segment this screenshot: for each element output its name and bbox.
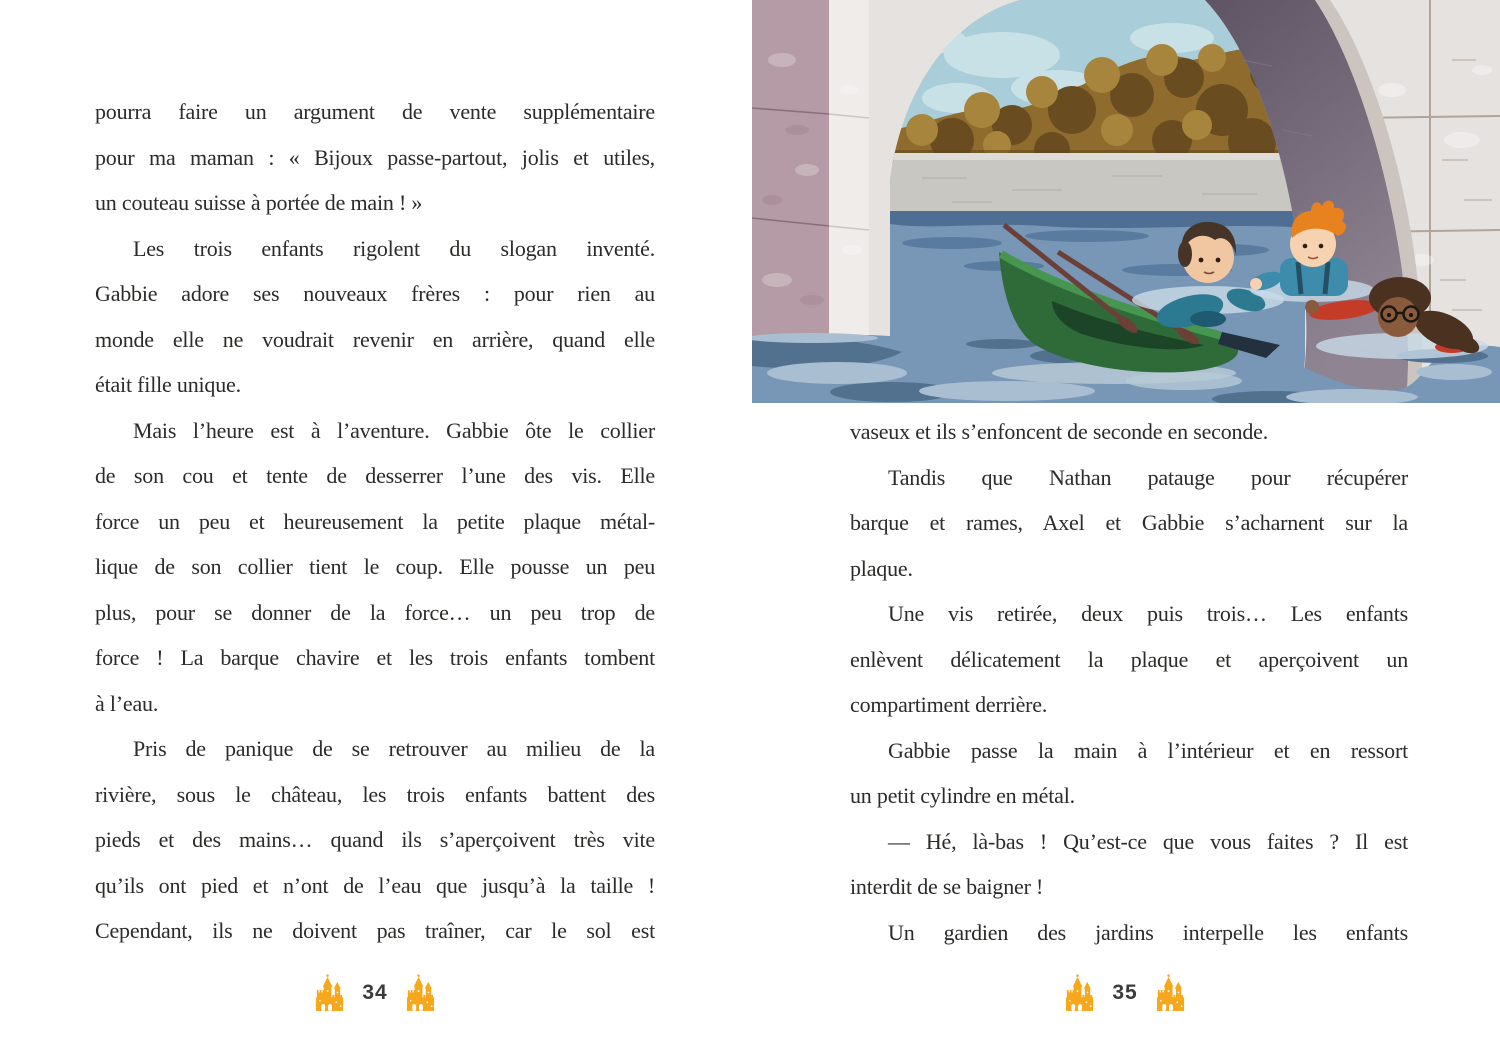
text-line: Un gardien des jardins interpelle les enfants: [888, 919, 1408, 945]
text-line: pieds et des mains… quand ils s’aperçoivent très vite: [95, 827, 655, 852]
text-line: pour ma maman : « Bijoux passe-partout, jolis et utiles,: [95, 144, 655, 170]
text-line: un couteau suisse à portée de main ! »: [95, 190, 423, 215]
text-line: Pris de panique de se retrouver au milieu de la: [133, 736, 655, 761]
right-page-text: [850, 409, 1408, 955]
text-line: plus, pour se donner de la force… un peu trop de: [95, 599, 655, 625]
right-page-footer: [750, 970, 1500, 1016]
text-line: force ! La barque chavire et les trois enfants tombent: [95, 645, 655, 670]
text-line: rivière, sous le château, les trois enfants battent des: [95, 781, 655, 807]
castle-icon: [1064, 973, 1095, 1014]
left-page-text: [95, 89, 655, 954]
text-line: lique de son collier tient le coup. Elle pousse un peu: [95, 554, 655, 579]
page-number: 34: [362, 981, 388, 1004]
text-line: force un peu et heureusement la petite plaque métal-: [95, 508, 655, 534]
text-line: un petit cylindre en métal.: [850, 783, 1075, 808]
text-line: interdit de se baigner !: [850, 874, 1044, 899]
text-line: plaque.: [850, 555, 913, 581]
left-page-footer: [0, 970, 750, 1016]
text-line: vaseux et ils s’enfoncent de seconde en seconde.: [850, 419, 1269, 444]
text-line: Gabbie passe la main à l’intérieur et en ressort: [888, 737, 1408, 763]
page-number: 35: [1112, 981, 1138, 1004]
text-line: Mais l’heure est à l’aventure. Gabbie ôte le collier: [133, 417, 655, 443]
text-line: barque et rames, Axel et Gabbie s’acharnent sur la: [850, 510, 1408, 535]
text-line: Cependant, ils ne doivent pas traîner, car le sol est: [95, 918, 655, 943]
text-line: qu’ils ont pied et n’ont de l’eau que jusqu’à la taille !: [95, 872, 655, 898]
text-line: Tandis que Nathan patauge pour récupérer: [888, 464, 1408, 490]
text-line: était fille unique.: [95, 372, 241, 397]
embankment-wall: [890, 153, 1305, 213]
story-illustration: [752, 0, 1500, 403]
castle-icon: [314, 973, 345, 1014]
castle-icon: [1155, 973, 1186, 1014]
text-line: compartiment derrière.: [850, 692, 1048, 717]
bridge-pillar: [752, 0, 869, 345]
text-line: monde elle ne voudrait revenir en arrière, quand elle: [95, 326, 655, 352]
text-line: Gabbie adore ses nouveaux frères : pour rien au: [95, 281, 655, 306]
text-line: pourra faire un argument de vente supplémentaire: [95, 99, 655, 124]
text-line: Les trois enfants rigolent du slogan inventé.: [133, 235, 655, 261]
text-line: enlèvent délicatement la plaque et aperçoivent un: [850, 646, 1408, 672]
text-line: Une vis retirée, deux puis trois… Les enfants: [888, 601, 1408, 626]
text-line: — Hé, là-bas ! Qu’est-ce que vous faites ? Il est: [888, 828, 1408, 854]
text-line: de son cou et tente de desserrer l’une des vis. Elle: [95, 463, 655, 488]
castle-icon: [405, 973, 436, 1014]
text-line: à l’eau.: [95, 690, 159, 716]
